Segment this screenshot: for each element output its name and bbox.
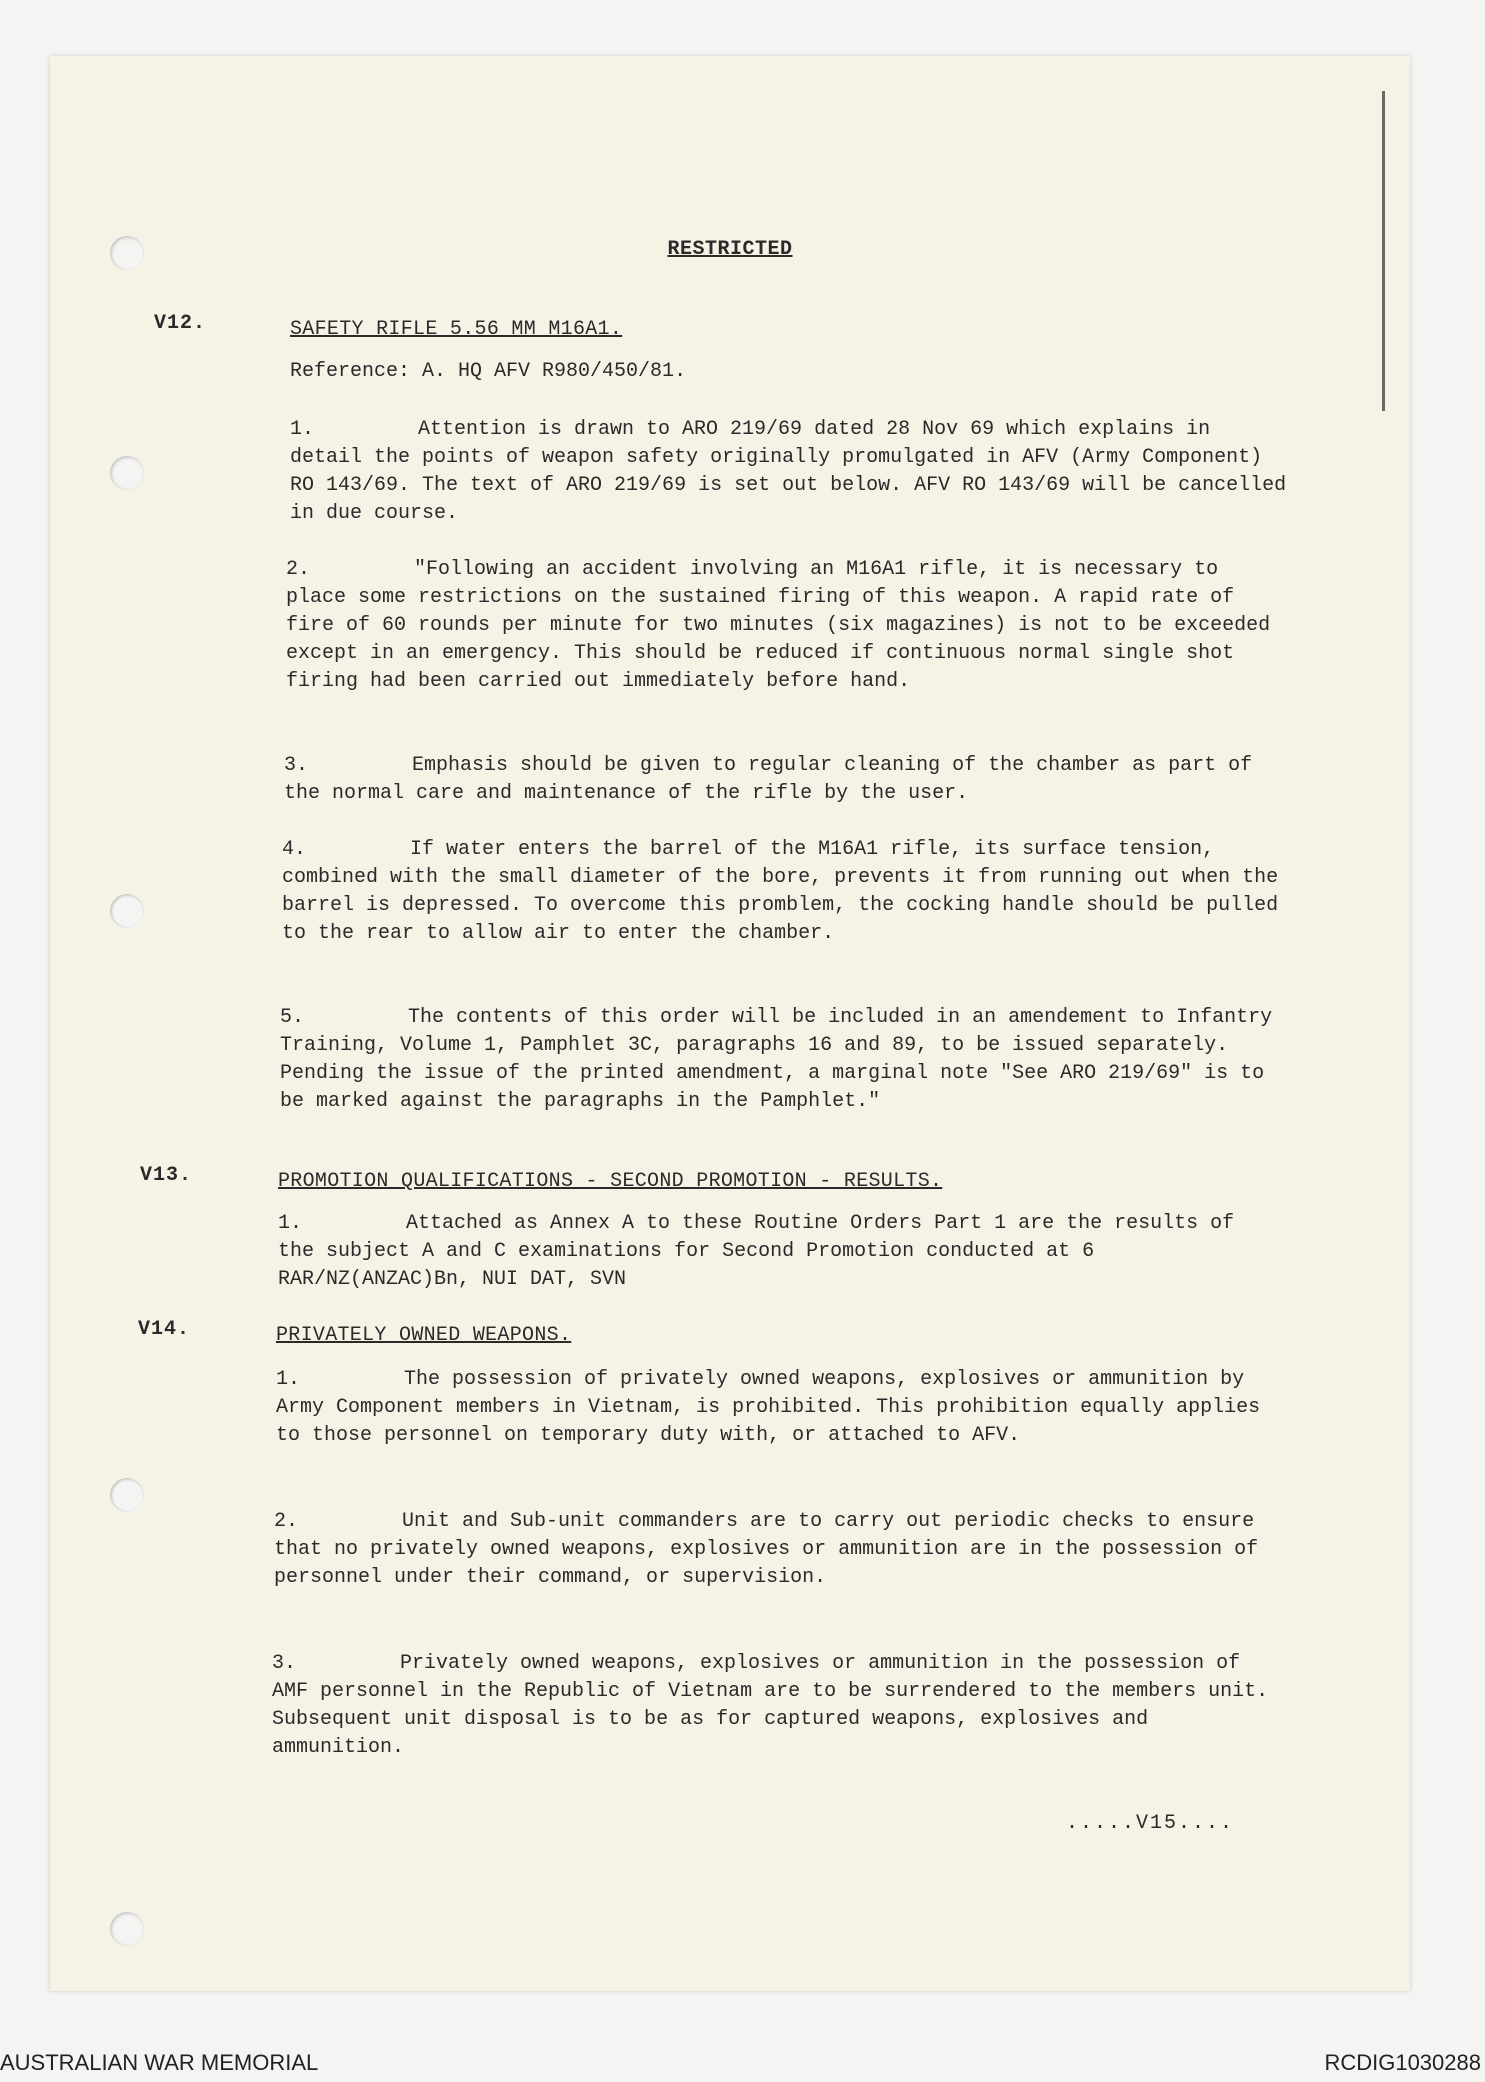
order-title: PROMOTION QUALIFICATIONS - SECOND PROMOTION - RESULTS. [278,1170,943,1193]
order-title: SAFETY RIFLE 5.56 MM M16A1. [290,318,623,341]
paragraph-number: 1. [276,1368,301,1391]
paragraph [278,1210,1278,1294]
paragraph-number: 3. [284,754,309,777]
paragraph [290,416,1290,528]
paragraph-number: 4. [282,838,307,861]
order-number: V14. [138,1318,191,1341]
paragraph-text: Unit and Sub-unit commanders are to carry out periodic checks to ensure that no privately owned weapons, explosives or ammunition are in the possession of personnel under their command, or supervision. [274,1510,1259,1589]
binder-hole [110,456,144,490]
document-page [50,56,1410,1991]
order-number: V12. [154,312,207,335]
classification-header: RESTRICTED [667,238,793,261]
paragraph-number: 1. [278,1212,303,1235]
binder-hole [110,1478,144,1512]
order-number: V13. [140,1164,193,1187]
paragraph-number: 3. [272,1652,297,1675]
order-reference: Reference: A. HQ AFV R980/450/81. [290,360,687,383]
paragraph-text: The possession of privately owned weapons, explosives or ammunition by Army Component members in Vietnam, is prohibited. This prohibition equally applies to those personnel on temporary duty with, or attached to AFV. [276,1368,1261,1447]
paragraph [286,556,1286,696]
paragraph [272,1650,1272,1762]
paragraph-text: Attached as Annex A to these Routine Orders Part 1 are the results of the subject A and C examinations for Second Promotion conducted at 6 RAR/NZ(ANZAC)Bn, NUI DAT, SVN [278,1212,1235,1291]
paragraph [284,752,1284,808]
paragraph-text: "Following an accident involving an M16A1 rifle, it is necessary to place some restrictions on the sustained firing of this weapon. A rapid rate of fire of 60 rounds per minute for two minutes (six magazines) is not to be exceeded except in an emergency. This should be reduced if continuous normal single shot firing had been carried out immediately before hand. [286,558,1271,693]
paragraph-text: Emphasis should be given to regular cleaning of the chamber as part of the normal care and maintenance of the rifle by the user. [284,754,1253,805]
catalog-id: RCDIG1030288 [1324,2050,1481,2075]
paragraph-text: Attention is drawn to ARO 219/69 dated 28 Nov 69 which explains in detail the points of weapon safety originally promulgated in AFV (Army Component) RO 143/69. The text of ARO 219/69 is set out below. AFV RO 143/69 will be cancelled in due course. [290,418,1287,525]
binder-hole [110,894,144,928]
paragraph-number: 1. [290,418,315,441]
order-title: PRIVATELY OWNED WEAPONS. [276,1324,572,1347]
paragraph-number: 2. [286,558,311,581]
paragraph [276,1366,1276,1450]
binder-hole [110,1912,144,1946]
paragraph [282,836,1282,948]
paragraph-number: 2. [274,1510,299,1533]
paragraph [280,1004,1280,1116]
paragraph-text: The contents of this order will be included in an amendement to Infantry Training, Volume 1, Pamphlet 3C, paragraphs 16 and 89, to be issued separately. Pending the issue of the printed amendment, a marginal note "See ARO 219/69" is to be marked against the paragraphs in the Pamphlet." [280,1006,1273,1113]
paragraph [274,1508,1274,1592]
paragraph-text: If water enters the barrel of the M16A1 rifle, its surface tension, combined with the small diameter of the bore, prevents it from running out when the barrel is depressed. To overcome this promblem, the cocking handle should be pulled to the rear to allow air to enter the chamber. [282,838,1279,945]
paragraph-text: Privately owned weapons, explosives or ammunition in the possession of AMF personnel in the Republic of Vietnam are to be surrendered to the members unit. Subsequent unit disposal is to be as for captured weapons, explosives and ammunition. [272,1652,1269,1759]
continuation-marker: .....V15.... [1066,1812,1235,1835]
archive-source: AUSTRALIAN WAR MEMORIAL [0,2050,319,2075]
paragraph-number: 5. [280,1006,305,1029]
